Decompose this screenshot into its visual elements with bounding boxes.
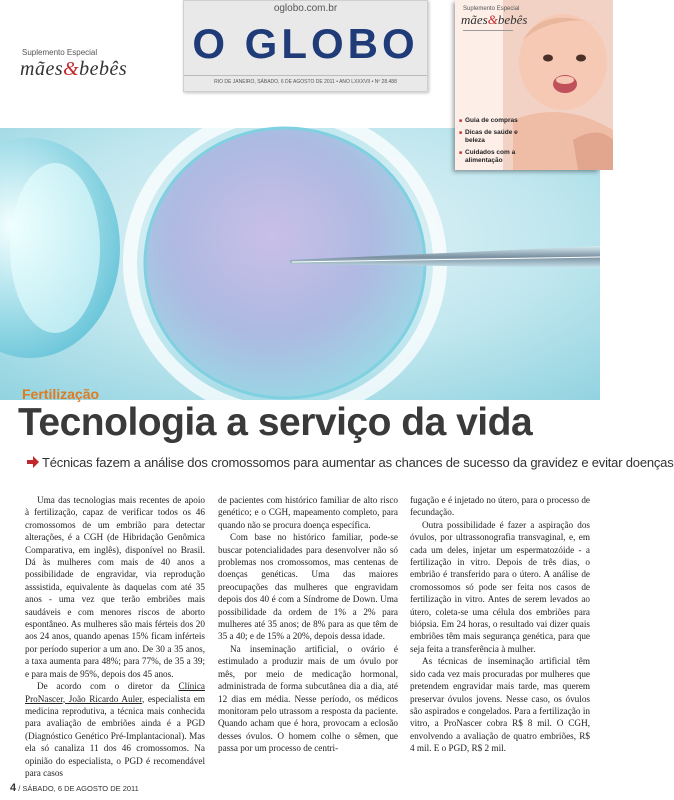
promo-title [461,12,527,28]
arrow-right-icon [26,455,40,469]
article-kicker: Fertilização [22,386,100,402]
page-footer [10,782,139,794]
newspaper-name: O GLOBO [192,20,419,67]
page-number: 4 [10,782,17,794]
promo-title-amp: & [487,12,498,27]
promo-list [459,117,525,169]
article-column-2 [218,494,398,755]
paragraph [25,680,205,779]
article-column-3 [410,494,590,755]
newspaper-dateline: RIO DE JANEIRO, SÁBADO, 6 DE AGOSTO DE 2011 • ANO LXXXVII • Nº 28.488 [184,75,427,85]
promo-item[interactable]: ■ Cuidados com a alimentação [459,149,525,165]
article-column-1 [25,494,205,779]
footer-date: SÁBADO, 6 DE AGOSTO DE 2011 [22,784,139,793]
paragraph: fugação e é injetado no útero, para o processo de fecundação. [410,495,590,518]
paragraph: Uma das tecnologias mais recentes de apoio à fertilização, capaz de verificar todos os 46 cromossomos de um embrião para detectar alterações, é a CGH (de Hibridação Genômica Comparativa, em inglês), disponível no Brasil. Dá às mulheres com mais de 40 anos a possibilidade de engravidar, via reprodução asssistida, equivalente às daquelas com até 35 anos - uma vez que terão embriões mais saudáveis e com menores riscos de aborto espontâneo. As mulheres são mais férteis dos 20 aos 24 anos, quando apenas 15% ficam inférteis por período superior a um ano. De 30 a 35 anos, a taxa aumenta para 48%; para 77%, de 35 a 39; e para mais de 95%, depois dos 45 anos. [25,495,205,679]
paragraph-text: De acordo com o diretor da [37,681,179,692]
paragraph-text: , especialista em medicina reprodutiva, a técnica mais conhecida para avaliação de embriões ainda é a PGD (Diagnóstico Genético Pré-Implantacional). Mas ela só canaliza 11 dos 46 cromossomos. Na opinião do especialista, o PGD é recomendável para casos [25,693,205,778]
paragraph: As técnicas de inseminação artificial têm sido cada vez mais procuradas por mulheres que pretendem engravidar mais tarde, mas querem preservar óvulos jovens. Nesse caso, os óvulos são aspirados e congelados. Para a fertilização in vitro, a ProNascer cobra R$ 8 mil. O CGH, envolvendo a avaliação de quatro embriões, R$ 4 mil. E o PGD, R$ 2 mil. [410,656,590,754]
promo-item[interactable]: ■ Dicas de saúde e beleza [459,129,525,145]
supplement-title [20,58,127,81]
supplement-title-b: bebês [79,58,128,80]
paragraph: Na inseminação artificial, o ovário é estimulado a produzir mais de um óvulo por mês, por meio de medicação hormonal, administrada de forma subcutânea dia a dia, até 12 dias em média. Nesse período, os médicos monitoram pelo utrassom a resposta da paciente. Quando acham que é hora, provocam a eclosão desses óvulos. O homem colhe o sêmen, que passa por um processo de centri- [218,643,398,754]
newspaper-url: oglobo.com.br [273,3,338,14]
clinic-link[interactable]: Clínica ProNascer, João Ricardo Auler [25,681,205,704]
supplement-title-amp: & [63,58,80,80]
promo-divider [463,30,513,35]
footer-separator: / [18,784,21,793]
promo-title-a: mães [461,12,488,27]
paragraph: Outra possibilidade é fazer a aspiração dos óvulos, por ultrassonografia transvaginal, e, em cada um deles, injetar um espermatozóide - a fertilização in vitro. Depois de três dias, o embrião é transferido para o útero. A análise de cromossomos só pode ser feita nos casos de fertilização in vitro. Antes de serem levados ao útero, coleta-se uma célula dos embriões para biópsia. Em 24 horas, o resultado vai dizer quais embriões têm mais segurança genética, para que seja feita a transferência à mulher. [410,519,590,654]
article-deck: Técnicas fazem a análise dos cromossomos para aumentar as chances de sucesso da gravidez e evitar doenças [42,455,674,470]
supplement-promo-card[interactable] [455,0,600,170]
promo-title-b: bebês [497,12,528,27]
paragraph: de pacientes com histórico familiar de alto risco genético; e o CGH, mapeamento completo, para quando não se procura doença específica. [218,495,398,530]
paragraph: Com base no histórico familiar, pode-se buscar potencialidades para desenvolver não só problemas nos cromossomos, mas centenas de doenças genéticas. Uma das maiores preocupações das mulheres que engravidam depois dos 40 é com a Síndrome de Down. Uma possibilidade da ordem de 1% a 2% para mulheres até 35 anos; de 8% para as que têm de 35 a 40; e de 15% a 20%, depois dessa idade. [218,532,398,642]
supplement-title-a: mães [20,58,64,80]
supplement-label: Suplemento Especial [22,48,98,57]
newspaper-masthead-thumbnail [183,0,428,92]
article-headline: Tecnologia a serviço da vida [18,401,533,444]
promo-item[interactable]: ■ Guia de compras [459,117,525,125]
promo-label: Suplemento Especial [463,6,520,12]
